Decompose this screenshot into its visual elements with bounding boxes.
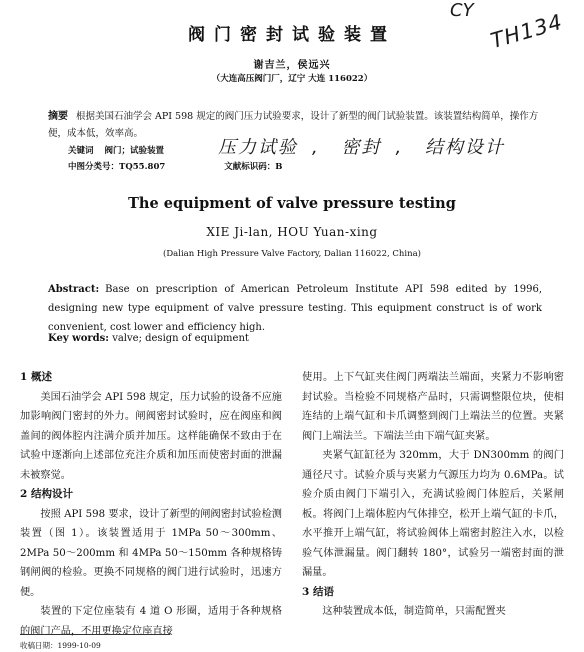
cn-doccode-value: B: [275, 162, 283, 172]
handwritten-keyword-separator: ,: [395, 137, 404, 158]
handwritten-keyword: 压力试验: [218, 137, 298, 158]
cn-keywords-value: 阀门；试验装置: [104, 146, 164, 156]
paragraph: 美国石油学会 API 598 规定，压力试验的设备不应施加影响阀门密封的外力。闸阀密封试验时，应在阀座和阀盖间的阀体腔内注满介质并加压。这样能确保不致由于在试验中逐渐向上述部位充注介质和加压而使密封面的泄漏未被察觉。: [20, 391, 282, 481]
paragraph: 这种装置成本低，制造简单，只需配置夹: [322, 606, 506, 617]
cn-affiliation: （大连高压阀门厂，辽宁 大连 116022）: [211, 74, 373, 84]
cn-abstract-label: 摘要: [48, 111, 68, 122]
en-abstract-text: Base on prescription of American Petroleum Institute API 598 edited by 1996, designing new type equipment of valve pressure testing. This equipment construct is of work convenient, cost lower and efficiency high.: [48, 284, 542, 333]
handwritten-keywords: [218, 133, 519, 159]
section-heading-conclusion: 3 结语: [302, 585, 334, 598]
paragraph: 装置的下定位座装有 4 道 O 形圈，适用于各种规格的阀门产品，不用更换定位座直接: [20, 606, 282, 637]
cn-authors: 谢吉兰，侯远兴: [253, 60, 331, 71]
cn-keywords-label: 关键词: [68, 146, 94, 156]
cn-abstract-text: 根据美国石油学会 API 598 规定的阀门压力试验要求，设计了新型的阀门试验装置。该装置结构简单，操作方便，成本低，效率高。: [48, 111, 539, 139]
paragraph: 按照 API 598 要求，设计了新型的闸阀密封试验检测装置（图 1）。该装置适用于 1MPa 50～300mm、2MPa 50～200mm 和 4MPa 50～150mm 各种规格铸钢闸阀的检验。更换不同规格的阀门进行试验时，迅速方便。: [20, 508, 282, 598]
en-keywords-value: valve; design of equipment: [112, 333, 249, 344]
cn-title: 阀门密封试验装置: [188, 25, 396, 45]
footnote-rule: [20, 634, 170, 635]
cn-class-label: 中图分类号：: [68, 162, 120, 172]
en-title: The equipment of valve pressure testing: [128, 195, 456, 212]
section-heading-overview: 1 概述: [20, 371, 52, 383]
cn-doccode-label: 文献标识码：: [224, 162, 276, 172]
handwritten-classification-code: TH134: [488, 9, 566, 54]
en-affiliation: (Dalian High Pressure Valve Factory, Dalian 116022, China): [163, 249, 421, 259]
cn-keywords: [68, 144, 164, 156]
cn-classification: [68, 160, 282, 172]
body-column-right: [302, 368, 564, 622]
en-authors: XIE Ji-lan, HOU Yuan-xing: [206, 225, 378, 239]
en-abstract: [48, 280, 542, 337]
footnote: 收稿日期：1999-10-09: [20, 641, 101, 650]
en-abstract-label: Abstract:: [48, 284, 100, 295]
cn-class-value: TQ55.807: [119, 162, 166, 172]
body-column-left: [20, 368, 282, 641]
handwritten-keyword: 结构设计: [424, 137, 505, 158]
handwritten-corner-mark: CY: [450, 0, 474, 21]
handwritten-keyword-separator: ,: [312, 137, 320, 158]
en-keywords: [48, 333, 249, 344]
section-heading-design: 2 结构设计: [20, 488, 73, 500]
paragraph: 使用。上下气缸夹住阀门两端法兰端面，夹紧力不影响密封试验。当检验不同规格产品时，只需调整限位块，使相连结的上端气缸和卡爪调整到阀门上端法兰的位置。夹紧阀门上端法兰。下端法兰由下端气缸夹紧。: [302, 372, 564, 442]
en-keywords-label: Key words:: [48, 333, 109, 344]
handwritten-keyword: 密封: [341, 137, 382, 158]
paragraph: 夹紧气缸缸径为 320mm，大于 DN300mm 的阀门通径尺寸。试验介质与夹紧力气源压力均为 0.6MPa。试验介质由阀门下端引入，充满试验阀门体腔后，关紧闸板。将阀门上端体腔内气体排空，松开上端气缸的卡爪，水平推开上端气缸，将试验阀体上端密封腔注入水，以检验气体泄漏量。阀门翻转 180°，试验另一端密封面的泄漏量。: [302, 450, 564, 578]
